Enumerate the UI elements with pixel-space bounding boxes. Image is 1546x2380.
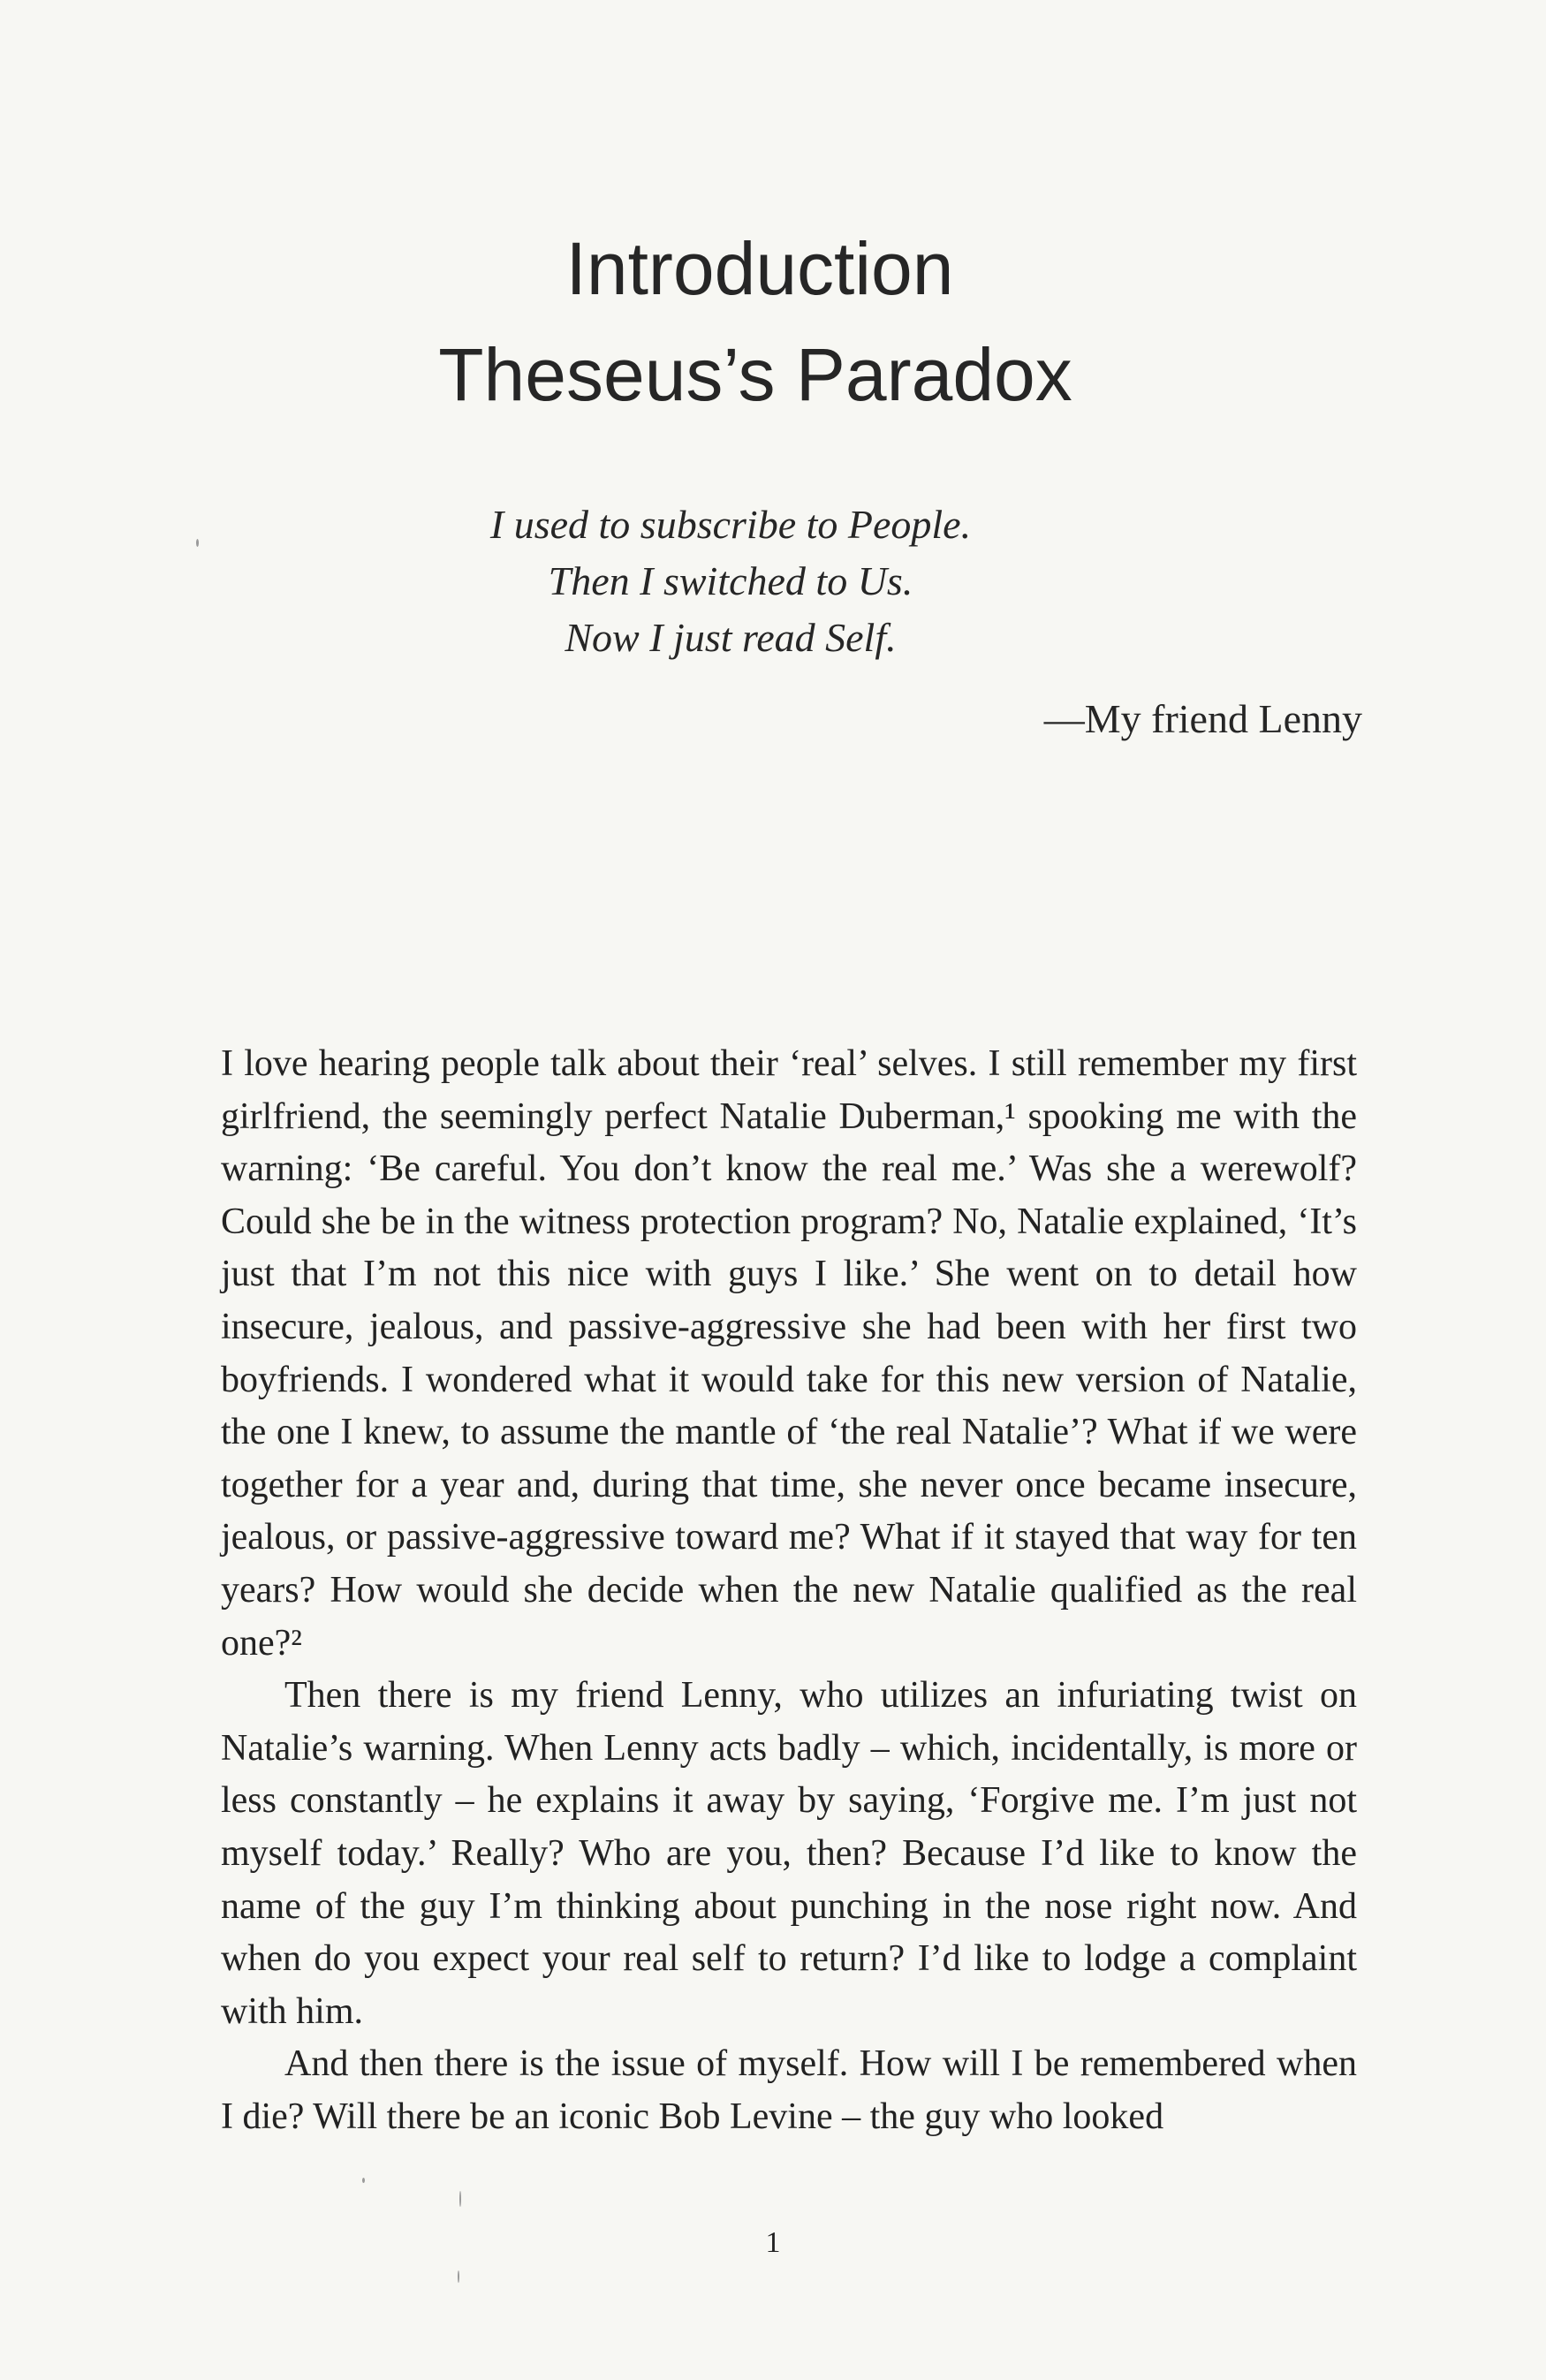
body-text (221, 1038, 1357, 2143)
epigraph-line: Then I switched to Us. (548, 558, 913, 603)
scan-speck (458, 2270, 459, 2283)
scan-speck (362, 2178, 365, 2183)
epigraph-line: Now I just read Self. (565, 615, 897, 660)
paragraph: Then there is my friend Lenny, who utilizes an infuriating twist on Natalie’s warning. When Lenny acts badly – which, incidentally, is more or less constantly – he explains it away by saying, ‘Forgive me. I’m just not myself today.’ Really? Who are you, then? Because I’d like to know the name of the guy I’m thinking about punching in the nose right now. And when do you expect your real self to return? I’d like to lodge a complaint with him. (221, 1675, 1357, 2032)
chapter-subtitle: Theseus’s Paradox (438, 333, 1072, 416)
scan-speck (459, 2191, 461, 2207)
epigraph-line: I used to subscribe to People. (489, 502, 972, 547)
scan-speck (196, 539, 199, 547)
paragraph: And then there is the issue of myself. How will I be remembered when I die? Will there be an iconic Bob Levine – the guy who looked (221, 2043, 1357, 2137)
chapter-title: Introduction (565, 227, 954, 310)
paragraph: I love hearing people talk about their ‘real’ selves. I still remember my first girlfriend, the seemingly perfect Natalie Duberman,¹ spooking me with the warning: ‘Be careful. You don’t know the real me.’ Was she a werewolf? Could she be in the witness protection program? No, Natalie explained, ‘It’s just that I’m not this nice with guys I like.’ She went on to detail how insecure, jealous, and passive-aggressive she had been with her first two boyfriends. I wondered what it would take for this new version of Natalie, the one I knew, to assume the mantle of ‘the real Natalie’? What if we were together for a year and, during that time, she never once became insecure, jealous, or passive-aggressive toward me? What if it stayed that way for ten years? How would she decide when the new Natalie qualified as the real one?² (221, 1043, 1357, 1664)
page-number: 1 (765, 2226, 781, 2259)
epigraph (0, 496, 1504, 666)
epigraph-attribution: —My friend Lenny (1043, 696, 1362, 741)
